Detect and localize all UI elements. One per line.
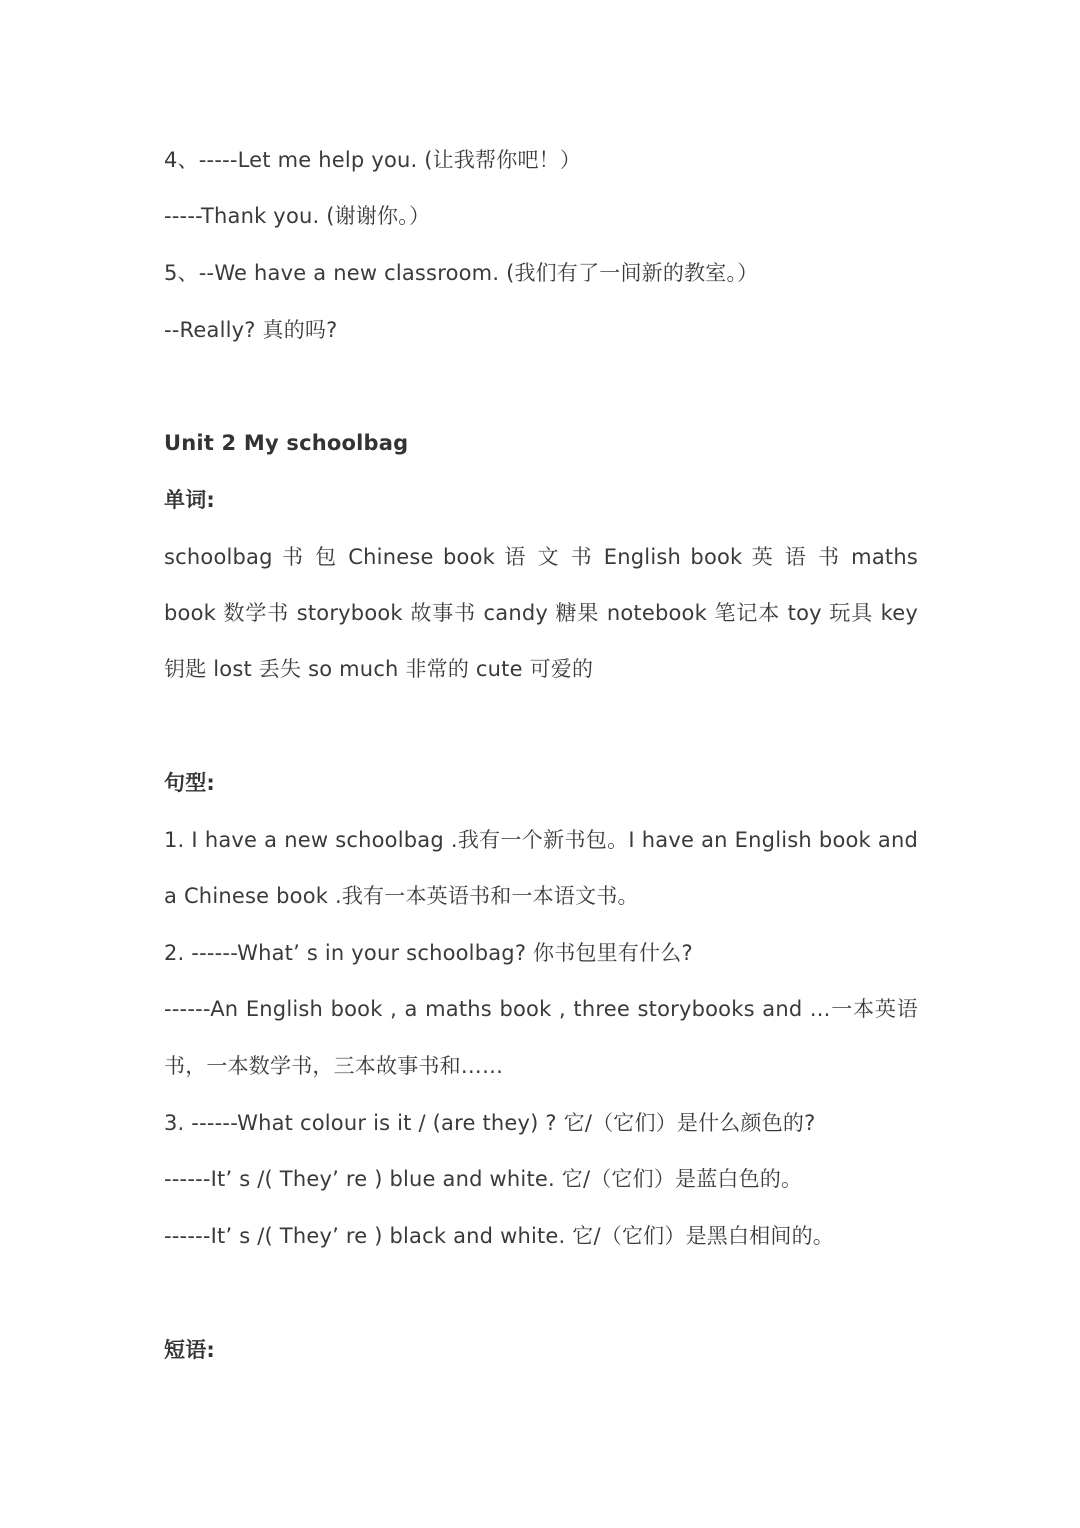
- sentence-1a: 1. I have a new schoolbag .我有一个新书包。I have an English book and: [164, 828, 918, 852]
- sentence-2b: ------An English book , a maths book , three storybooks and ...一本英语: [164, 997, 918, 1021]
- sentences-heading: 句型:: [164, 771, 215, 795]
- dialogue-line-4b: -----Thank you. (谢谢你。）: [164, 204, 431, 228]
- sentence-2a: 2. ------What’ s in your schoolbag? 你书包里有什么?: [164, 941, 693, 965]
- vocab-heading: 单词:: [164, 488, 215, 512]
- phrases-heading: 短语:: [164, 1338, 215, 1362]
- dialogue-line-5b: --Really? 真的吗?: [164, 318, 338, 342]
- sentence-3b: ------It’ s /( They’ re ) blue and white. 它/（它们）是蓝白色的。: [164, 1167, 803, 1191]
- dialogue-line-4a: 4、-----Let me help you. (让我帮你吧！）: [164, 148, 582, 172]
- vocab-line-2: book 数学书 storybook 故事书 candy 糖果 notebook 笔记本 toy 玩具 key: [164, 601, 918, 625]
- vocab-line-3: 钥匙 lost 丢失 so much 非常的 cute 可爱的: [164, 657, 594, 681]
- sentence-1b: a Chinese book .我有一本英语书和一本语文书。: [164, 884, 639, 908]
- vocab-line-1: schoolbag 书 包 Chinese book 语 文 书 English book 英 语 书 maths: [164, 545, 918, 569]
- dialogue-line-5a: 5、--We have a new classroom. (我们有了一间新的教室。）: [164, 261, 759, 285]
- unit-title: Unit 2 My schoolbag: [164, 431, 409, 455]
- sentence-3a: 3. ------What colour is it / (are they) ? 它/（它们）是什么颜色的?: [164, 1111, 816, 1135]
- sentence-2c: 书，一本数学书，三本故事书和……: [164, 1054, 504, 1078]
- sentence-3c: ------It’ s /( They’ re ) black and white. 它/（它们）是黑白相间的。: [164, 1224, 834, 1248]
